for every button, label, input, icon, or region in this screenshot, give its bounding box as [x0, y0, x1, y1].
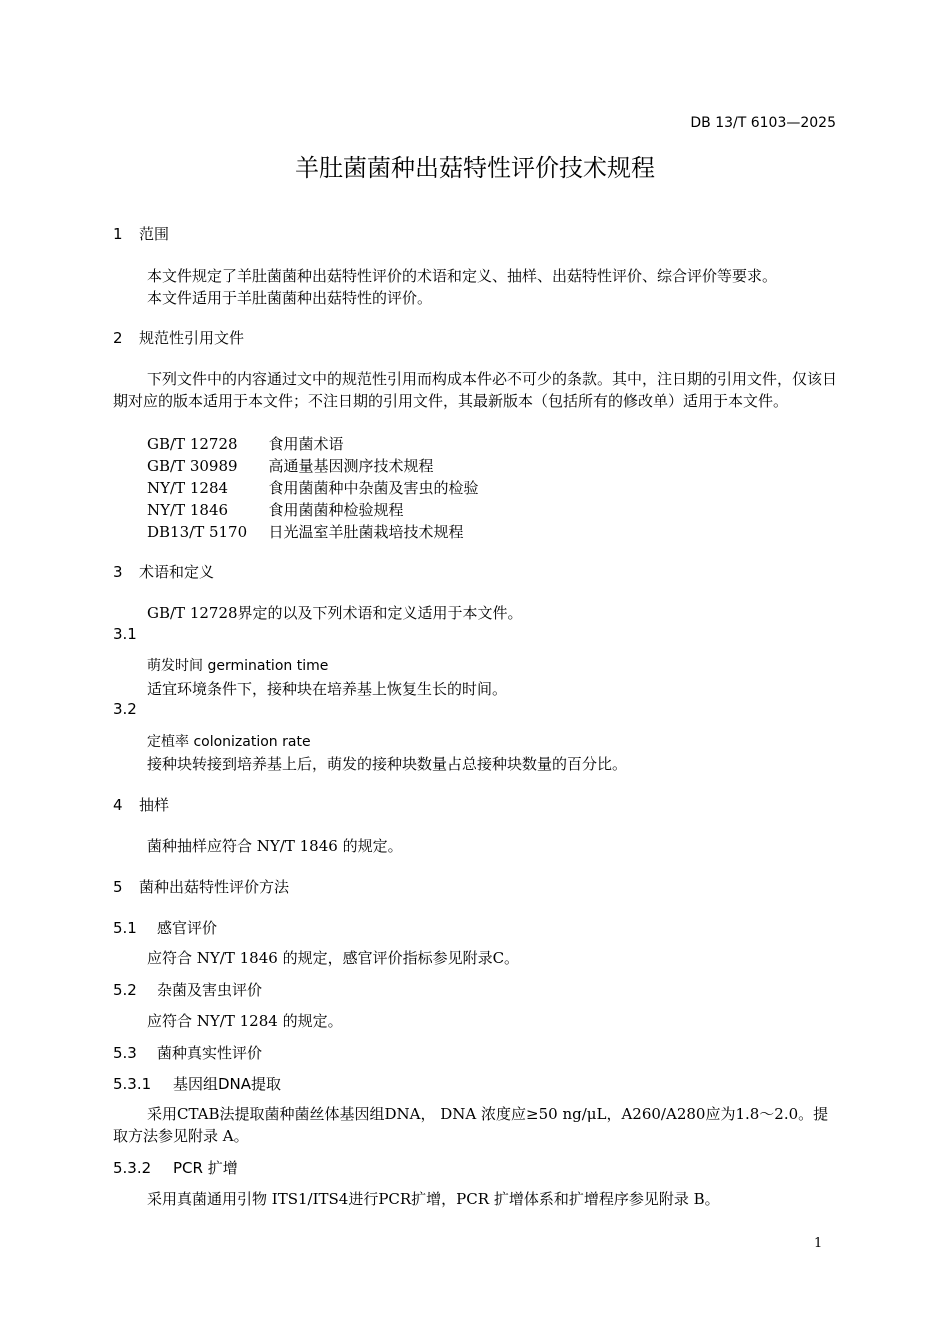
reference-code: DB13/T 5170: [147, 523, 248, 541]
term-chinese: 萌发时间: [147, 658, 203, 674]
reference-code: GB/T 30989: [147, 457, 238, 475]
section-title: 菌种出菇特性评价方法: [139, 878, 290, 896]
reference-item: [147, 433, 344, 454]
subsection-title: 基因组DNA提取: [173, 1075, 282, 1093]
standard-number: DB 13/T 6103—2025: [690, 115, 836, 131]
section-number: 4: [113, 796, 123, 814]
section-number: 3: [113, 563, 123, 581]
paragraph: 采用CTAB法提取菌种菌丝体基因组DNA， DNA 浓度应≥50 ng/μL，A260/A280应为1.8～2.0。提取方法参见附录 A。: [113, 1105, 829, 1145]
section-2-heading: [113, 327, 244, 348]
subsection-5-3-1-heading: [113, 1073, 281, 1094]
reference-code: NY/T 1284: [147, 479, 229, 497]
section-5-heading: [113, 876, 289, 897]
subsection-number: 5.3.1: [113, 1075, 152, 1093]
subsection-title: 感官评价: [157, 919, 218, 937]
term-definition: 接种块转接到培养基上后，萌发的接种块数量占总接种块数量的百分比。: [147, 755, 628, 773]
paragraph: 菌种抽样应符合 NY/T 1846 的规定。: [147, 837, 403, 855]
paragraph: 采用真菌通用引物 ITS1/ITS4进行PCR扩增，PCR 扩增体系和扩增程序参见附录 B。: [147, 1190, 720, 1208]
section-number: 2: [113, 329, 123, 347]
reference-name: 食用菌菌种检验规程: [268, 501, 404, 519]
term-definition: 适宜环境条件下，接种块在培养基上恢复生长的时间。: [147, 680, 508, 698]
reference-code: GB/T 12728: [147, 435, 238, 453]
subsection-number: 5.3: [113, 1044, 137, 1062]
subsection-number: 5.3.2: [113, 1159, 152, 1177]
paragraph: 本文件适用于羊肚菌菌种出菇特性的评价。: [147, 289, 433, 307]
reference-name: 食用菌术语: [268, 435, 344, 453]
term-english: germination time: [207, 658, 329, 674]
term-number: 3.1: [113, 625, 137, 643]
subsection-5-2-heading: [113, 979, 262, 1000]
term-chinese: 定植率: [147, 734, 189, 750]
subsection-number: 5.2: [113, 981, 137, 999]
section-title: 规范性引用文件: [139, 329, 245, 347]
section-1-heading: [113, 223, 169, 244]
term-entry: [147, 655, 328, 675]
section-3-heading: [113, 561, 214, 582]
reference-name: 高通量基因测序技术规程: [268, 457, 434, 475]
reference-item: [147, 455, 434, 476]
reference-name: 食用菌菌种中杂菌及害虫的检验: [268, 479, 479, 497]
section-title: 范围: [139, 225, 170, 243]
subsection-5-3-2-heading: [113, 1157, 238, 1178]
section-number: 1: [113, 225, 123, 243]
reference-item: [147, 499, 404, 520]
paragraph: GB/T 12728界定的以及下列术语和定义适用于本文件。: [147, 604, 523, 622]
paragraph: 应符合 NY/T 1846 的规定，感官评价指标参见附录C。: [147, 949, 520, 967]
subsection-title: PCR 扩增: [173, 1159, 238, 1177]
reference-item: [147, 477, 479, 498]
reference-code: NY/T 1846: [147, 501, 229, 519]
subsection-number: 5.1: [113, 919, 137, 937]
page-number: 1: [814, 1236, 823, 1251]
section-title: 抽样: [139, 796, 170, 814]
paragraph: 下列文件中的内容通过文中的规范性引用而构成本件必不可少的条款。其中，注日期的引用文件，仅该日期对应的版本适用于本文件；不注日期的引用文件，其最新版本（包括所有的修改单）适用于本文件。: [113, 370, 838, 410]
reference-name: 日光温室羊肚菌栽培技术规程: [268, 523, 464, 541]
term-entry: [147, 731, 311, 751]
paragraph: 本文件规定了羊肚菌菌种出菇特性评价的术语和定义、抽样、出菇特性评价、综合评价等要求。: [147, 267, 778, 285]
section-number: 5: [113, 878, 123, 896]
section-4-heading: [113, 794, 169, 815]
subsection-5-3-heading: [113, 1042, 262, 1063]
subsection-title: 杂菌及害虫评价: [157, 981, 263, 999]
term-english: colonization rate: [193, 734, 311, 750]
subsection-title: 菌种真实性评价: [157, 1044, 263, 1062]
document-title: 羊肚菌菌种出菇特性评价技术规程: [295, 154, 655, 182]
section-title: 术语和定义: [139, 563, 215, 581]
reference-item: [147, 521, 464, 542]
term-number: 3.2: [113, 700, 137, 718]
paragraph: 应符合 NY/T 1284 的规定。: [147, 1012, 343, 1030]
subsection-5-1-heading: [113, 917, 217, 938]
